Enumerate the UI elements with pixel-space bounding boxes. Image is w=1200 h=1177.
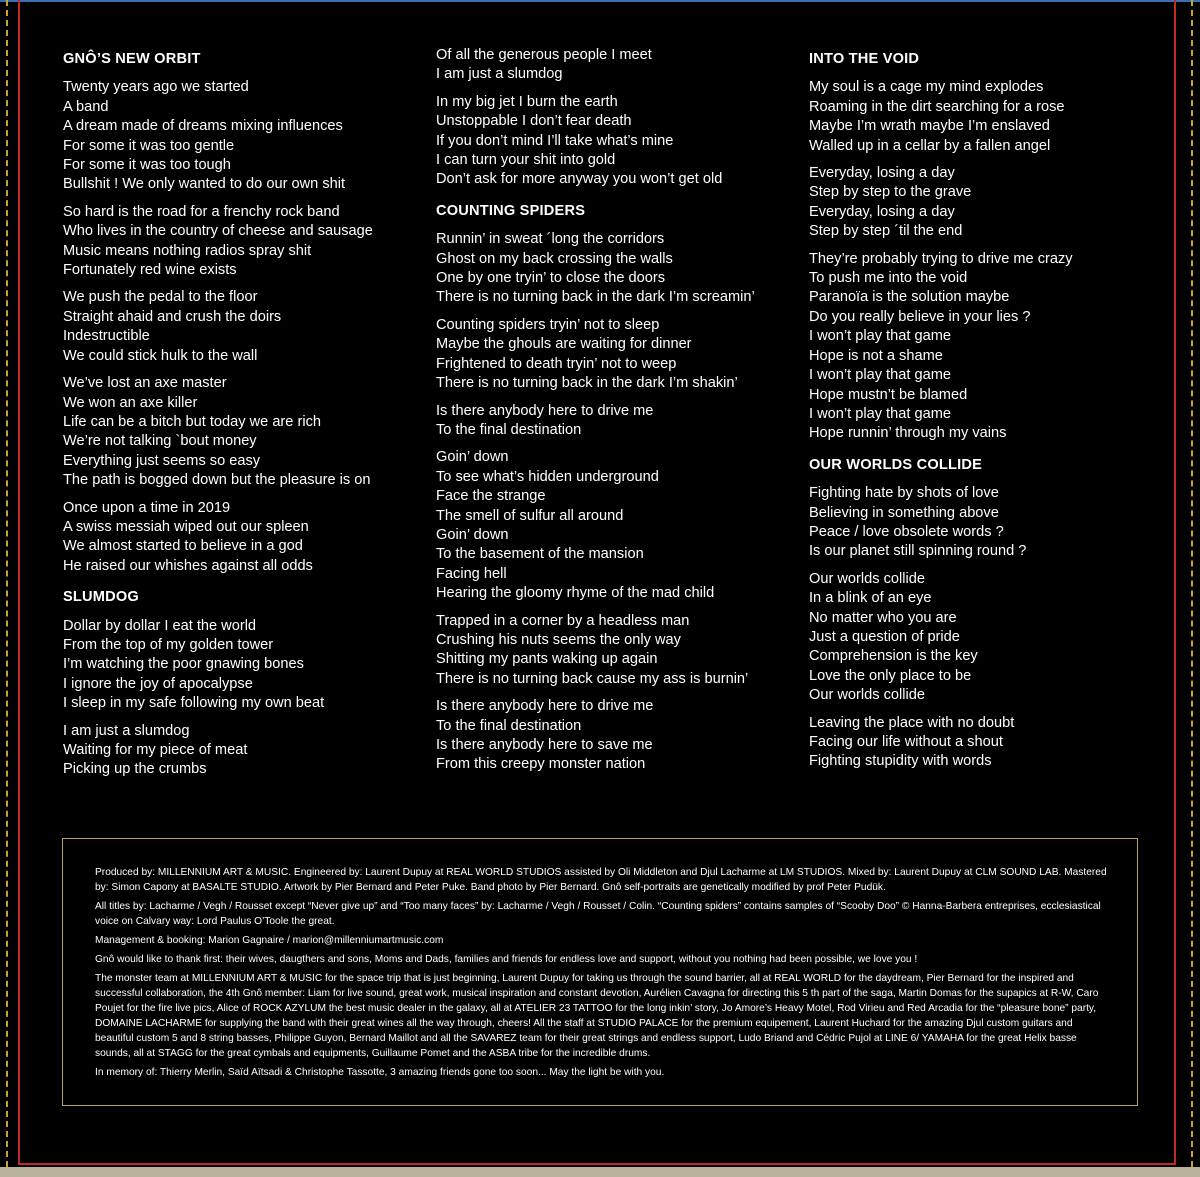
lyric-line: I won’t play that game <box>809 328 951 345</box>
lyric-stanza <box>63 374 433 490</box>
bottom-strip <box>0 1167 1200 1177</box>
lyric-stanza <box>436 230 806 308</box>
song-title: OUR WORLDS COLLIDE <box>809 456 983 473</box>
lyric-line: Life can be a bitch but today we are rich <box>63 413 321 430</box>
lyric-line: Love the only place to be <box>809 667 972 684</box>
lyric-stanza <box>809 250 1179 444</box>
lyric-line: Everyday, losing a day <box>809 165 955 182</box>
lyric-line: Goin’ down <box>436 449 509 466</box>
lyrics-column-2 <box>436 46 806 783</box>
lyric-line: There is no turning back in the dark I’m screamin’ <box>436 289 755 306</box>
lyric-line: A band <box>63 98 109 115</box>
lyric-line: Goin’ down <box>436 526 509 543</box>
credits-paragraph: Management & booking: Marion Gagnaire / marion@millenniumartmusic.com <box>95 935 444 946</box>
lyric-line: I am just a slumdog <box>436 66 563 83</box>
lyric-line: Dollar by dollar I eat the world <box>63 617 257 634</box>
lyric-line: Twenty years ago we started <box>63 79 249 96</box>
lyric-line: Runnin’ in sweat ´long the corridors <box>436 231 665 248</box>
credits-paragraph: In memory of: Thierry Merlin, Saïd Aïtsadi & Christophe Tassotte, 3 amazing friends gone too soon... May the light be with you. <box>95 1067 665 1078</box>
lyric-line: Roaming in the dirt searching for a rose <box>809 98 1065 115</box>
lyric-stanza <box>809 570 1179 706</box>
lyrics-column-1 <box>63 46 433 788</box>
lyric-line: Fighting hate by shots of love <box>809 485 999 502</box>
lyric-line: In my big jet I burn the earth <box>436 93 618 110</box>
lyric-line: We push the pedal to the floor <box>63 289 258 306</box>
lyric-line: From this creepy monster nation <box>436 756 646 773</box>
lyric-line: Fortunately red wine exists <box>63 262 237 279</box>
lyric-line: Who lives in the country of cheese and sausage <box>63 223 373 240</box>
lyric-line: For some it was too tough <box>63 157 231 174</box>
lyric-line: Our worlds collide <box>809 570 925 587</box>
lyric-line: I ignore the joy of apocalypse <box>63 675 253 692</box>
lyric-line: No matter who you are <box>809 609 957 626</box>
lyric-line: Of all the generous people I meet <box>436 47 652 63</box>
lyric-line: We’re not talking `bout money <box>63 433 257 450</box>
lyric-line: There is no turning back cause my ass is burnin’ <box>436 670 749 687</box>
lyric-line: There is no turning back in the dark I’m shakin’ <box>436 375 738 392</box>
lyric-stanza <box>436 46 806 85</box>
lyric-stanza <box>63 499 433 577</box>
lyric-line: Is there anybody here to save me <box>436 737 653 753</box>
lyric-stanza <box>809 484 1179 562</box>
lyric-stanza <box>63 722 433 780</box>
lyric-stanza <box>436 448 806 603</box>
lyric-line: From the top of my golden tower <box>63 636 274 653</box>
lyric-line: Unstoppable I don’t fear death <box>436 113 632 130</box>
lyrics-column-3 <box>809 46 1179 780</box>
credits-box <box>62 838 1138 1106</box>
lyric-line: A dream made of dreams mixing influences <box>63 118 343 135</box>
song-title: INTO THE VOID <box>809 51 920 67</box>
lyric-line: Hope is not a shame <box>809 347 943 364</box>
song-title: GNÔ’S NEW ORBIT <box>63 51 201 67</box>
lyric-line: Shitting my pants waking up again <box>436 651 658 668</box>
song-title: COUNTING SPIDERS <box>436 202 586 219</box>
lyric-line: Is there anybody here to drive me <box>436 698 654 715</box>
lyric-line: Step by step to the grave <box>809 184 972 201</box>
lyric-line: Hope runnin’ through my vains <box>809 425 1007 442</box>
lyric-line: Crushing his nuts seems the only way <box>436 631 681 648</box>
lyric-line: To see what’s hidden underground <box>436 468 659 485</box>
lyric-line: Indestructible <box>63 328 150 345</box>
lyric-line: Do you really believe in your lies ? <box>809 308 1031 325</box>
lyric-line: Fighting stupidity with words <box>809 753 992 770</box>
lyric-line: Trapped in a corner by a headless man <box>436 612 690 629</box>
lyric-line: Leaving the place with no doubt <box>809 714 1015 731</box>
lyric-line: I won’t play that game <box>809 367 951 384</box>
lyric-stanza <box>436 612 806 690</box>
lyric-line: Is there anybody here to drive me <box>436 402 654 419</box>
lyric-line: Bullshit ! We only wanted to do our own shit <box>63 176 346 193</box>
lyric-stanza <box>436 697 806 775</box>
lyric-line: To the final destination <box>436 421 582 438</box>
lyric-stanza <box>809 164 1179 242</box>
lyric-line: Comprehension is the key <box>809 648 978 665</box>
lyric-line: One by one tryin’ to close the doors <box>436 270 666 287</box>
lyric-line: Hope mustn’t be blamed <box>809 386 968 403</box>
lyric-line: We’ve lost an axe master <box>63 375 227 392</box>
lyric-line: The smell of sulfur all around <box>436 507 624 524</box>
song-title: SLUMDOG <box>63 589 139 606</box>
lyric-stanza <box>436 316 806 394</box>
lyric-line: Maybe I’m wrath maybe I’m enslaved <box>809 118 1050 135</box>
lyric-line: To push me into the void <box>809 270 968 287</box>
lyric-line: Everyday, losing a day <box>809 203 955 220</box>
lyric-line: Once upon a time in 2019 <box>63 499 231 516</box>
lyric-line: My soul is a cage my mind explodes <box>809 79 1044 96</box>
credits-paragraph: The monster team at MILLENNIUM ART & MUSIC for the space trip that is just beginning, Laurent Dupuy for taking us through the sound barrier, all at REAL WORLD for the daydream, Pier Bernard for the inspired and successful collaboration, the 4th Gnô member: Liam for live sound, great work, musical inspiration and constant devotion, Aurélien Cavagna for directing this 5 th part of the saga, Martin Domas for the supapics at R-W, Caro Poujet for the fire live pics, Alice of ROCK AZYLUM the best music dealer in the galaxy, all at ATELIER 23 TATTOO for the long inkin’ story, Jo Amore’s Heavy Motel, Rod Virieu and Red Arcadia for the “pleasure bone” party, DOMAINE LACHARME for supplying the band with their great wines all the way through, cheers! All the staff at STUDIO PALACE for the premium equipement, Laurent Huchard for the amazing Djul custom guitars and beautiful custom 5 and 8 string basses, Philippe Guyon, Bernard Maillot and all the SAVAREZ team for their great strings and endless support, Ludo Briand and Cédric Pujol at LINE 6/ YAMAHA for the great Helix basse sounds, all at STAGG for the great cymbals and equipments, Guillaume Pomet and the ASBA tribe for the incredible drums. <box>95 973 1099 1059</box>
lyric-line: Peace / love obsolete words ? <box>809 523 1004 540</box>
lyric-line: I am just a slumdog <box>63 722 190 739</box>
lyric-line: In a blink of an eye <box>809 590 932 607</box>
lyric-line: Walled up in a cellar by a fallen angel <box>809 137 1051 154</box>
lyric-line: We could stick hulk to the wall <box>63 347 258 364</box>
lyric-line: He raised our whishes against all odds <box>63 557 313 574</box>
lyric-line: Believing in something above <box>809 504 999 521</box>
lyric-line: I won’t play that game <box>809 405 951 422</box>
lyric-line: Everything just seems so easy <box>63 452 261 469</box>
credits-paragraph: Produced by: MILLENNIUM ART & MUSIC. Engineered by: Laurent Dupuy at REAL WORLD STUDIOS assisted by Oli Middleton and Djul Lacharme at LM STUDIOS. Mixed by: Laurent Dupuy at CLM SOUND LAB. Mastered by: Simon Capony at BASALTE STUDIO. Artwork by Pier Bernard and Peter Puke. Band photo by Pier Bernard. Gnô self-portraits are genetically modified by prof Peter Pudük. <box>95 867 1107 893</box>
lyric-line: Ghost on my back crossing the walls <box>436 250 673 267</box>
credits-paragraph: All titles by: Lacharme / Vegh / Rousset except “Never give up” and “Too many faces” by: Lacharme / Vegh / Rousset / Colin. “Counting spiders” contains samples of “Scooby Doo” © Hanna-Barbera entreprises, ecclesiastical voice on Calvary way: Lord Paulus O’Toole the great. <box>95 901 1101 927</box>
credits-paragraph: Gnô would like to thank first: their wives, daugthers and sons, Moms and Dads, families and friends for endless love and support, without you nothing had been possible, we love you ! <box>95 954 918 965</box>
lyric-stanza <box>63 203 433 281</box>
right-dashed-border <box>1191 0 1193 1177</box>
lyric-stanza <box>436 402 806 441</box>
lyric-stanza <box>436 93 806 190</box>
lyric-line: Our worlds collide <box>809 687 925 704</box>
lyric-line: Face the strange <box>436 488 546 505</box>
lyric-line: I’m watching the poor gnawing bones <box>63 656 304 673</box>
lyric-line: Hearing the gloomy rhyme of the mad child <box>436 585 715 602</box>
lyric-line: Music means nothing radios spray shit <box>63 242 312 259</box>
lyric-line: We almost started to believe in a god <box>63 538 303 555</box>
lyric-line: A swiss messiah wiped out our spleen <box>63 518 309 535</box>
lyric-line: Picking up the crumbs <box>63 761 207 778</box>
lyric-line: Waiting for my piece of meat <box>63 742 248 758</box>
lyric-line: Just a question of pride <box>809 628 960 645</box>
lyric-line: I sleep in my safe following my own beat <box>63 695 325 712</box>
lyric-line: Counting spiders tryin’ not to sleep <box>436 316 660 333</box>
lyric-stanza <box>809 78 1179 156</box>
lyric-line: They’re probably trying to drive me crazy <box>809 250 1073 267</box>
lyric-line: Maybe the ghouls are waiting for dinner <box>436 336 692 353</box>
lyric-line: So hard is the road for a frenchy rock band <box>63 203 340 220</box>
lyric-line: If you don’t mind I’ll take what’s mine <box>436 132 674 149</box>
lyric-line: I can turn your shit into gold <box>436 152 616 169</box>
lyric-line: Facing our life without a shout <box>809 734 1003 750</box>
lyric-stanza <box>63 617 433 714</box>
lyric-line: Don’t ask for more anyway you won’t get old <box>436 171 723 188</box>
lyric-stanza <box>809 714 1179 772</box>
lyric-line: To the final destination <box>436 717 582 734</box>
lyric-line: Straight ahaid and crush the doirs <box>63 308 282 325</box>
lyric-line: The path is bogged down but the pleasure is on <box>63 472 371 489</box>
lyric-line: For some it was too gentle <box>63 137 235 154</box>
lyric-stanza <box>63 78 433 194</box>
lyric-line: Step by step ´til the end <box>809 223 963 240</box>
lyric-stanza <box>63 288 433 366</box>
left-dashed-border <box>6 0 8 1177</box>
lyric-line: Is our planet still spinning round ? <box>809 543 1027 560</box>
lyric-line: To the basement of the mansion <box>436 546 644 563</box>
lyric-line: We won an axe killer <box>63 394 198 411</box>
lyric-line: Facing hell <box>436 565 507 582</box>
lyric-line: Paranoïa is the solution maybe <box>809 289 1010 306</box>
lyric-line: Frightened to death tryin’ not to weep <box>436 355 677 372</box>
